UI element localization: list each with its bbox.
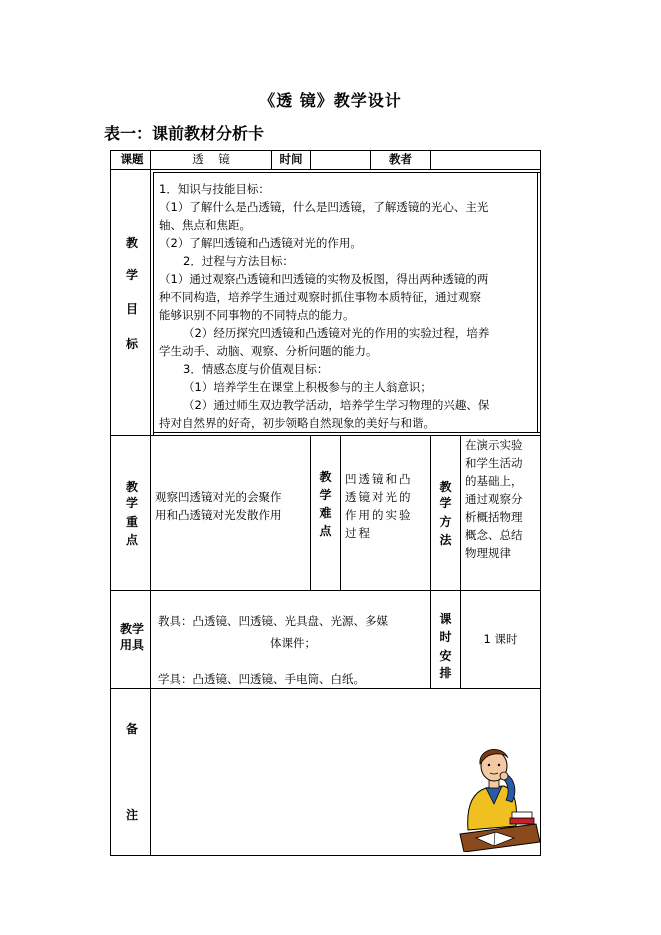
goals-line: 1．知识与技能目标： xyxy=(159,182,270,196)
page-title: 《透 镜》教学设计 xyxy=(259,91,402,110)
goals-line: 轴、焦点和焦距。 xyxy=(159,218,251,232)
goals-line: 能够识别不同事物的不同特点的能力。 xyxy=(159,308,355,322)
goals-line: 学生动手、动脑、观察、分析问题的能力。 xyxy=(159,344,378,358)
goals-line: 种不同构造，培养学生通过观察时抓住事物本质特征，通过观察 xyxy=(159,290,481,304)
time-label: 时间 xyxy=(279,152,303,166)
teaching-tools: 教具：凸透镜、凹透镜、光具盘、光源、多媒 xyxy=(158,614,388,628)
goals-line: （1）了解什么是凸透镜，什么是凹透镜，了解透镜的光心、主光 xyxy=(159,200,489,214)
topic-label: 课题 xyxy=(120,152,144,166)
page-subtitle: 表一：课前教材分析卡 xyxy=(104,124,265,143)
goals-line: （2）经历探究凹透镜和凸透镜对光的作用的实验过程，培养 xyxy=(183,326,490,340)
goals-line: （2）了解凹透镜和凸透镜对光的作用。 xyxy=(159,236,362,250)
difficulty-text: 凹透镜和凸 透镜对光的 作用的实验 过程 xyxy=(345,472,413,540)
goals-line: 3．情感态度与价值观目标： xyxy=(183,362,329,376)
focus-text: 观察凹透镜对光的会聚作 用和凸透镜对光发散作用 xyxy=(155,490,282,522)
schedule-value: 1 课时 xyxy=(483,632,518,646)
goals-line: （1）培养学生在课堂上积极参与的主人翁意识； xyxy=(183,380,432,394)
topic-value: 透 镜 xyxy=(192,152,230,166)
student-tools: 学具：凸透镜、凹透镜、手电筒、白纸。 xyxy=(158,672,365,686)
goals-line: （2）通过师生双边教学活动，培养学生学习物理的兴趣、保 xyxy=(183,398,490,412)
thinking-teacher-illustration xyxy=(456,742,540,852)
goals-line: 2．过程与方法目标： xyxy=(183,254,294,268)
method-text: 在演示实验 和学生活动 的基础上， 通过观察分 析概括物理 概念、总结 物理规律 xyxy=(465,438,523,560)
teaching-tools-cont: 体课件； xyxy=(270,636,316,650)
teacher-label: 教者 xyxy=(389,152,412,166)
goals-line: 持对自然界的好奇，初步领略自然现象的美好与和谐。 xyxy=(159,416,435,430)
goals-content xyxy=(159,180,535,432)
goals-line: （1）通过观察凸透镜和凹透镜的实物及板图，得出两种透镜的两 xyxy=(159,272,489,286)
